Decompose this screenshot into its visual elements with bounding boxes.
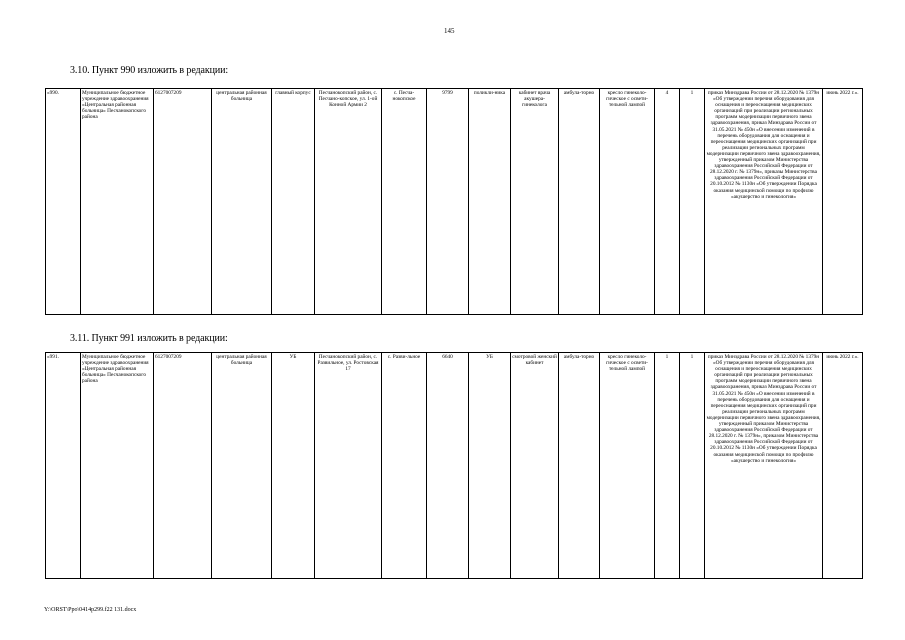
section-heading-990: 3.10. Пункт 990 изложить в редакции:: [70, 65, 229, 76]
cell-room: смотровой женский кабинет: [511, 353, 559, 579]
cell-unit: УБ: [469, 353, 511, 579]
cell-quantity-2: 1: [680, 353, 705, 579]
cell-quantity-1: 4: [655, 89, 680, 315]
cell-address: Песчанокопский район, с. Развильное, ул. Ростовская 17: [315, 353, 382, 579]
cell-equipment: кресло гинеколо-гическое с освети-тельной лампой: [600, 353, 655, 579]
cell-unit: поликли-ника: [469, 89, 511, 315]
cell-population: 6640: [427, 353, 469, 579]
section-heading-991: 3.11. Пункт 991 изложить в редакции:: [70, 333, 228, 344]
cell-organization: Муниципальное бюджетное учреждение здравоохранения «Центральная районная больница» Песчанокопского района: [81, 89, 154, 315]
cell-equipment: кресло гинеколо-гическое с освети-тельной лампой: [600, 89, 655, 315]
table-item-991: [45, 352, 863, 579]
cell-quantity-1: 1: [655, 353, 680, 579]
cell-condition: амбула-торно: [559, 89, 600, 315]
cell-organization: Муниципальное бюджетное учреждение здравоохранения «Центральная районная больница» Песчанокопского района: [81, 353, 154, 579]
cell-locality: с. Разви-льное: [382, 353, 427, 579]
cell-number: «990.: [46, 89, 81, 315]
cell-legal-basis: приказ Минздрава России от 28.12.2020 № 1379н «Об утверждении перечня оборудования для оснащения и переоснащения медицинских организаций при реализации региональных программ модернизации первичного звена здравоохранения, приказ Минздрава России от 31.05.2021 № 450н «О внесении изменений в перечень оборудования для оснащения и переоснащения медицинских организаций при реализации региональных программ модернизации первичного звена здравоохранения, утвержденный приказом Министерства здравоохранения Российской Федерации от 28.12.2020 г. № 1379н», приказы Министерства здравоохранения Российской Федерации от 20.10.2012 № 1130н «Об утверждении Порядка оказания медицинской помощи по профилю «акушерство и гинекология»: [705, 89, 823, 315]
cell-inn: 6127007209: [154, 89, 212, 315]
cell-legal-basis: приказ Минздрава России от 28.12.2020 № 1379н «Об утверждении перечня оборудования для оснащения и переоснащения медицинских организаций при реализации региональных программ модернизации первичного звена здравоохранения, приказ Минздрава России от 31.05.2021 № 450н «О внесении изменений в перечень оборудования для оснащения и переоснащения медицинских организаций при реализации региональных программ модернизации первичного звена здравоохранения, утвержденный приказом Министерства здравоохранения Российской Федерации от 28.12.2020 г. № 1379н», приказом Министерства здравоохранения Российской Федерации от 20.10.2012 № 1130н «Об утверждении Порядка оказания медицинской помощи по профилю «акушерство и гинекология»: [705, 353, 823, 579]
cell-number: «991.: [46, 353, 81, 579]
cell-quantity-2: 1: [680, 89, 705, 315]
footer-file-path: Y:\ORST\Ppo\0414p299.f22 131.docx: [44, 607, 137, 613]
page-number: 145: [444, 27, 455, 35]
cell-inn: 6127007209: [154, 353, 212, 579]
cell-date: июнь 2022 г.».: [823, 353, 863, 579]
cell-population: 9799: [427, 89, 469, 315]
cell-building: главный корпус: [272, 89, 315, 315]
cell-condition: амбула-торно: [559, 353, 600, 579]
cell-date: июнь 2022 г.».: [823, 89, 863, 315]
cell-locality: с. Песча-нокопское: [382, 89, 427, 315]
table-item-990: [45, 88, 863, 315]
cell-org-type: центральная районная больница: [212, 353, 272, 579]
cell-room: кабинет врача акушера-гинеколога: [511, 89, 559, 315]
table-row: [46, 89, 863, 315]
cell-building: УБ: [272, 353, 315, 579]
cell-address: Песчанокопский район, с. Песчано-копское, ул. 1-ой Конной Армии 2: [315, 89, 382, 315]
cell-org-type: центральная районная больница: [212, 89, 272, 315]
table-row: [46, 353, 863, 579]
